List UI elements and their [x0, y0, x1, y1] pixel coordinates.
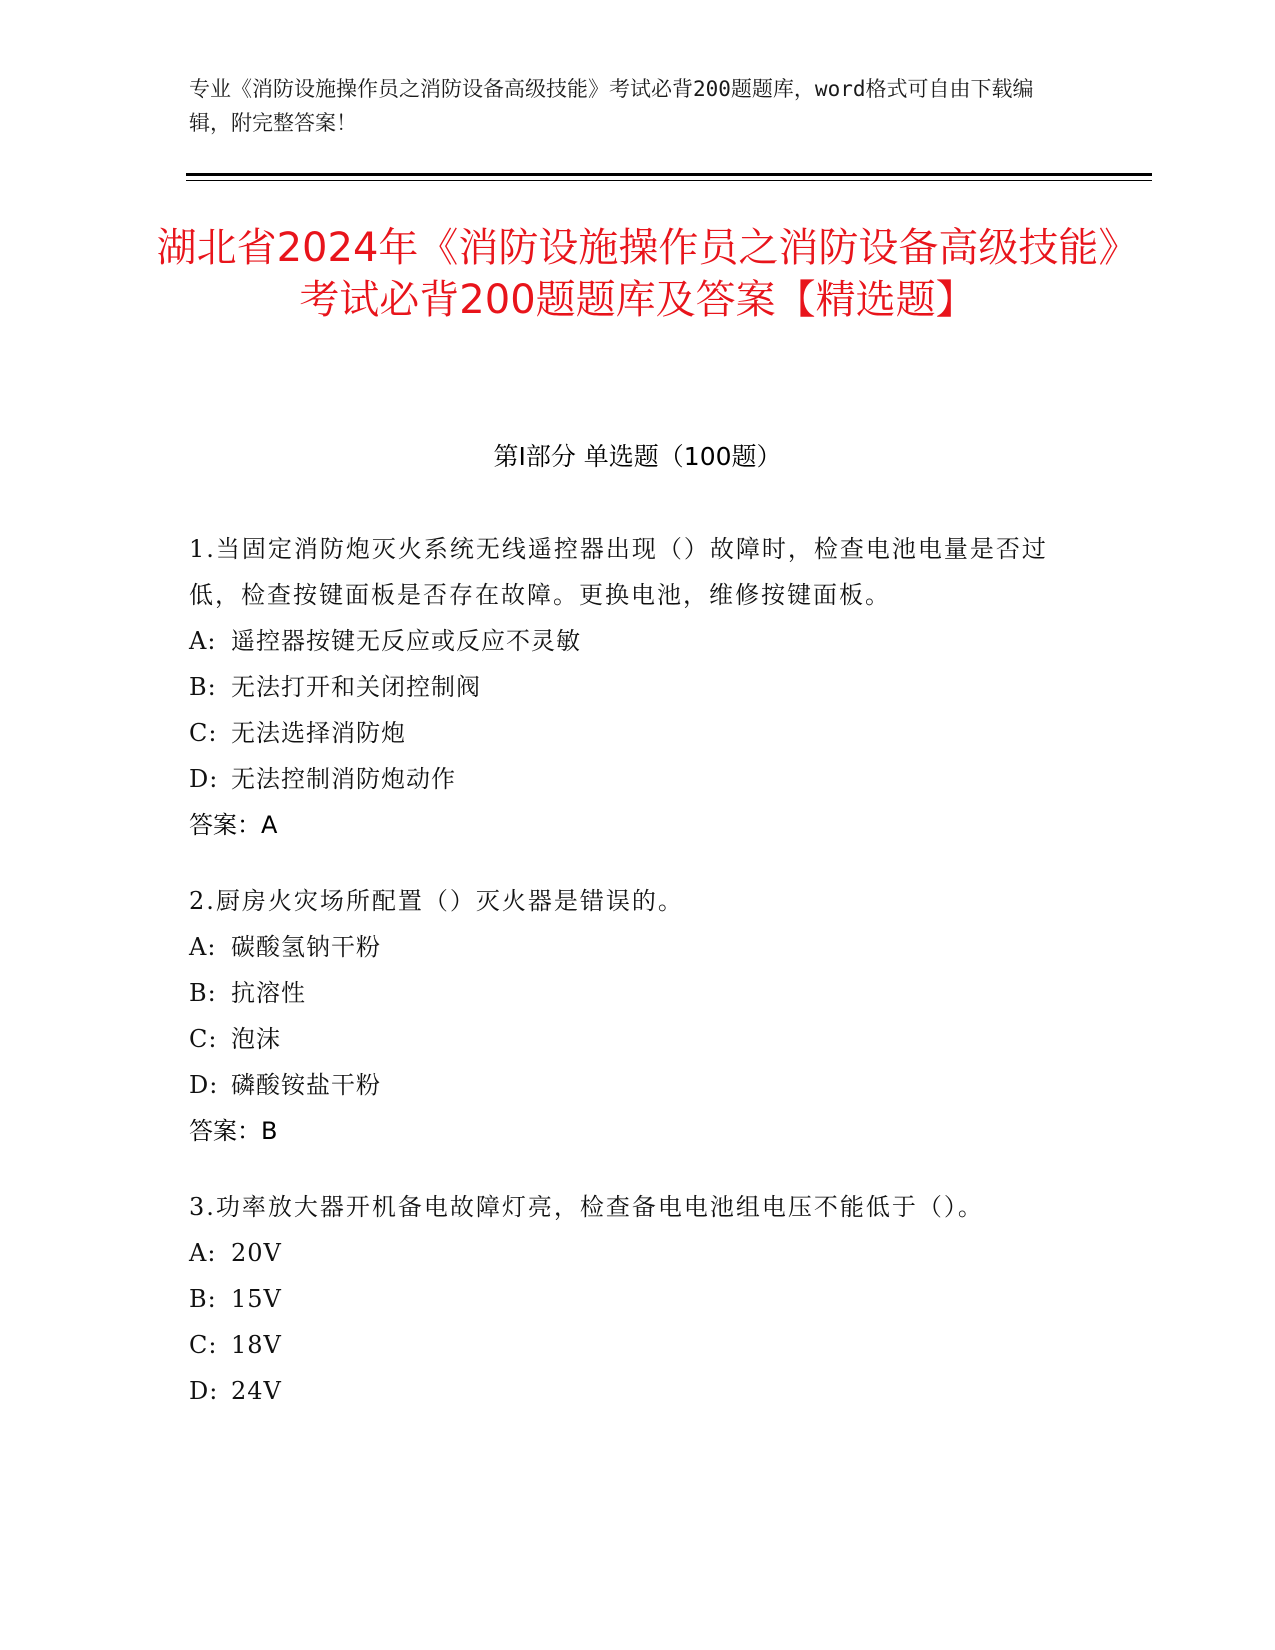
- option-text: 20V: [231, 1239, 282, 1267]
- option-d: [189, 1368, 1069, 1414]
- option-letter: C:: [189, 1331, 218, 1359]
- option-letter: A:: [189, 933, 217, 961]
- option-a: [189, 924, 1069, 970]
- question-stem: 1.当固定消防炮灭火系统无线遥控器出现（）故障时，检查电池电量是否过低，检查按键面板是否存在故障。更换电池，维修按键面板。: [189, 535, 1048, 609]
- header-rule-thin: [186, 180, 1152, 181]
- option-text: 抗溶性: [231, 979, 306, 1007]
- option-b: [189, 664, 1069, 710]
- option-letter: C:: [189, 1025, 218, 1053]
- option-c: [189, 710, 1069, 756]
- option-b: [189, 970, 1069, 1016]
- option-d: [189, 756, 1069, 802]
- document-title: 湖北省2024年《消防设施操作员之消防设备高级技能》考试必背200题题库及答案【精选题】: [156, 225, 1119, 323]
- option-text: 遥控器按键无反应或反应不灵敏: [231, 627, 581, 655]
- option-text: 15V: [231, 1285, 282, 1313]
- question-3: [189, 1184, 1069, 1414]
- answer-line: 答案：B: [189, 1117, 278, 1145]
- option-text: 18V: [231, 1331, 282, 1359]
- option-letter: A:: [189, 1239, 217, 1267]
- option-letter: D:: [189, 765, 219, 793]
- option-text: 无法控制消防炮动作: [231, 765, 456, 793]
- option-text: 碳酸氢钠干粉: [231, 933, 381, 961]
- option-letter: C:: [189, 719, 218, 747]
- option-b: [189, 1276, 1069, 1322]
- option-letter: D:: [189, 1071, 219, 1099]
- option-c: [189, 1016, 1069, 1062]
- question-list: [189, 526, 1069, 1444]
- option-a: [189, 1230, 1069, 1276]
- option-d: [189, 1062, 1069, 1108]
- option-text: 无法选择消防炮: [231, 719, 406, 747]
- option-letter: D:: [189, 1377, 219, 1405]
- option-text: 24V: [231, 1377, 282, 1405]
- question-2: [189, 878, 1069, 1154]
- option-letter: A:: [189, 627, 217, 655]
- answer-line: 答案：A: [189, 811, 278, 839]
- header-note: 专业《消防设施操作员之消防设备高级技能》考试必背200题题库，word格式可自由下载编辑，附完整答案！: [189, 77, 1034, 135]
- option-a: [189, 618, 1069, 664]
- question-stem: 2.厨房火灾场所配置（）灭火器是错误的。: [189, 887, 684, 915]
- section-heading: 第Ⅰ部分 单选题（100题）: [493, 442, 782, 471]
- option-text: 磷酸铵盐干粉: [231, 1071, 381, 1099]
- question-1: [189, 526, 1069, 848]
- header-rule-thick: [186, 173, 1152, 176]
- option-letter: B:: [189, 1285, 217, 1313]
- option-text: 无法打开和关闭控制阀: [231, 673, 481, 701]
- option-c: [189, 1322, 1069, 1368]
- option-letter: B:: [189, 979, 217, 1007]
- option-text: 泡沫: [231, 1025, 281, 1053]
- question-stem: 3.功率放大器开机备电故障灯亮，检查备电电池组电压不能低于（）。: [189, 1193, 984, 1221]
- option-letter: B:: [189, 673, 217, 701]
